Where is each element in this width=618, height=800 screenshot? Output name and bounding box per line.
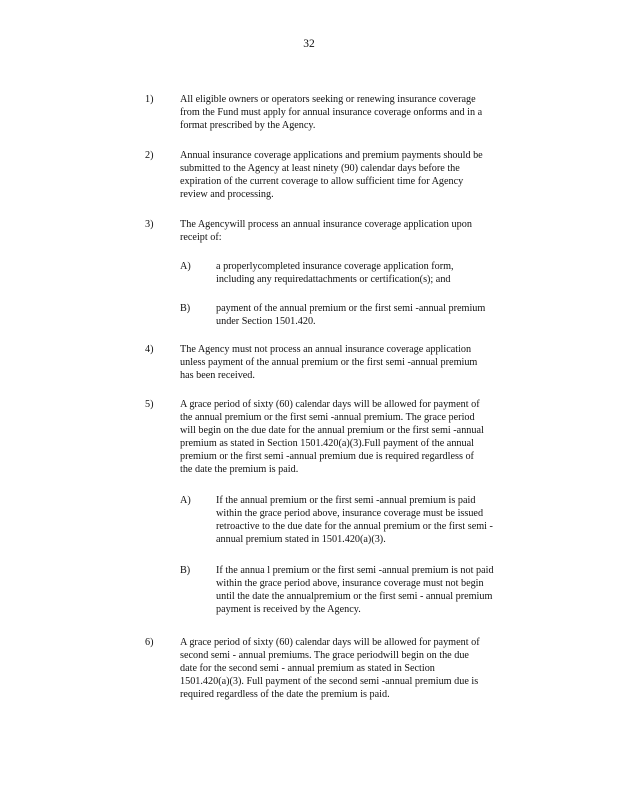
text-line: unless payment of the annual premium or the first semi -annual premium (180, 357, 478, 368)
subitem-number: A) (180, 495, 191, 506)
text-line: premium or the first semi -annual premium due is required regardless of (180, 451, 474, 462)
item-number: 4) (145, 344, 154, 355)
text-line: has been received. (180, 370, 255, 381)
text-line: If the annual premium or the first semi -annual premium is paid (216, 495, 476, 506)
subitem-text (216, 302, 546, 328)
text-line: within the grace period above, insurance coverage must not begin (216, 578, 484, 589)
text-line: payment is received by the Agency. (216, 604, 361, 615)
item-number: 1) (145, 94, 154, 105)
subitem-number: B) (180, 565, 191, 576)
text-line: second semi - annual premiums. The grace periodwill begin on the due (180, 650, 469, 661)
item-text (180, 218, 542, 244)
subitem-number: A) (180, 261, 191, 272)
text-line: The Agencywill process an annual insurance coverage application upon (180, 219, 472, 230)
text-line: payment of the annual premium or the first semi -annual premium (216, 303, 486, 314)
subitem-text (216, 494, 546, 546)
item-number: 2) (145, 150, 154, 161)
text-line: the annual premium or the first semi -annual premium. The grace period (180, 412, 475, 423)
page-number: 32 (303, 38, 315, 50)
item-text (180, 398, 542, 476)
text-line: from the Fund must apply for annual insurance coverage onforms and in a (180, 107, 483, 118)
text-line: premium as stated in Section 1501.420(a)(3).Full payment of the annual (180, 438, 474, 449)
text-line: expiration of the current coverage to allow sufficient time for Agency (180, 176, 464, 187)
text-line: will begin on the due date for the annual premium or the first semi -annual (180, 425, 484, 436)
text-line: Annual insurance coverage applications and premium payments should be (180, 150, 483, 161)
text-line: date for the second semi - annual premium as stated in Section (180, 663, 435, 674)
text-line: until the date the annualpremium or the first semi - annual premium (216, 591, 493, 602)
item-number: 5) (145, 399, 154, 410)
text-line: retroactive to the due date for the annual premium or the first semi - (216, 521, 493, 532)
text-line: A grace period of sixty (60) calendar days will be allowed for payment of (180, 399, 480, 410)
text-line: a properlycompleted insurance coverage application form, (216, 261, 454, 272)
text-line: annual premium stated in 1501.420(a)(3). (216, 534, 386, 545)
item-text (180, 93, 542, 132)
item-text (180, 343, 542, 382)
item-text (180, 636, 542, 701)
item-number: 6) (145, 637, 154, 648)
text-line: All eligible owners or operators seeking or renewing insurance coverage (180, 94, 476, 105)
text-line: required regardless of the date the premium is paid. (180, 689, 390, 700)
item-number: 3) (145, 219, 154, 230)
text-line: format prescribed by the Agency. (180, 120, 316, 131)
subitem-text (216, 260, 546, 286)
text-line: If the annua l premium or the first semi -annual premium is not paid (216, 565, 494, 576)
text-line: within the grace period above, insurance coverage must be issued (216, 508, 484, 519)
text-line: including any requiredattachments or certification(s); and (216, 274, 451, 285)
item-text (180, 149, 542, 201)
text-line: review and processing. (180, 189, 274, 200)
text-line: A grace period of sixty (60) calendar days will be allowed for payment of (180, 637, 480, 648)
text-line: The Agency must not process an annual insurance coverage application (180, 344, 472, 355)
text-line: 1501.420(a)(3). Full payment of the second semi -annual premium due is (180, 676, 479, 687)
text-line: under Section 1501.420. (216, 316, 316, 327)
text-line: submitted to the Agency at least ninety (90) calendar days before the (180, 163, 460, 174)
text-line: the date the premium is paid. (180, 464, 299, 475)
text-line: receipt of: (180, 232, 222, 243)
subitem-text (216, 564, 546, 616)
subitem-number: B) (180, 303, 191, 314)
